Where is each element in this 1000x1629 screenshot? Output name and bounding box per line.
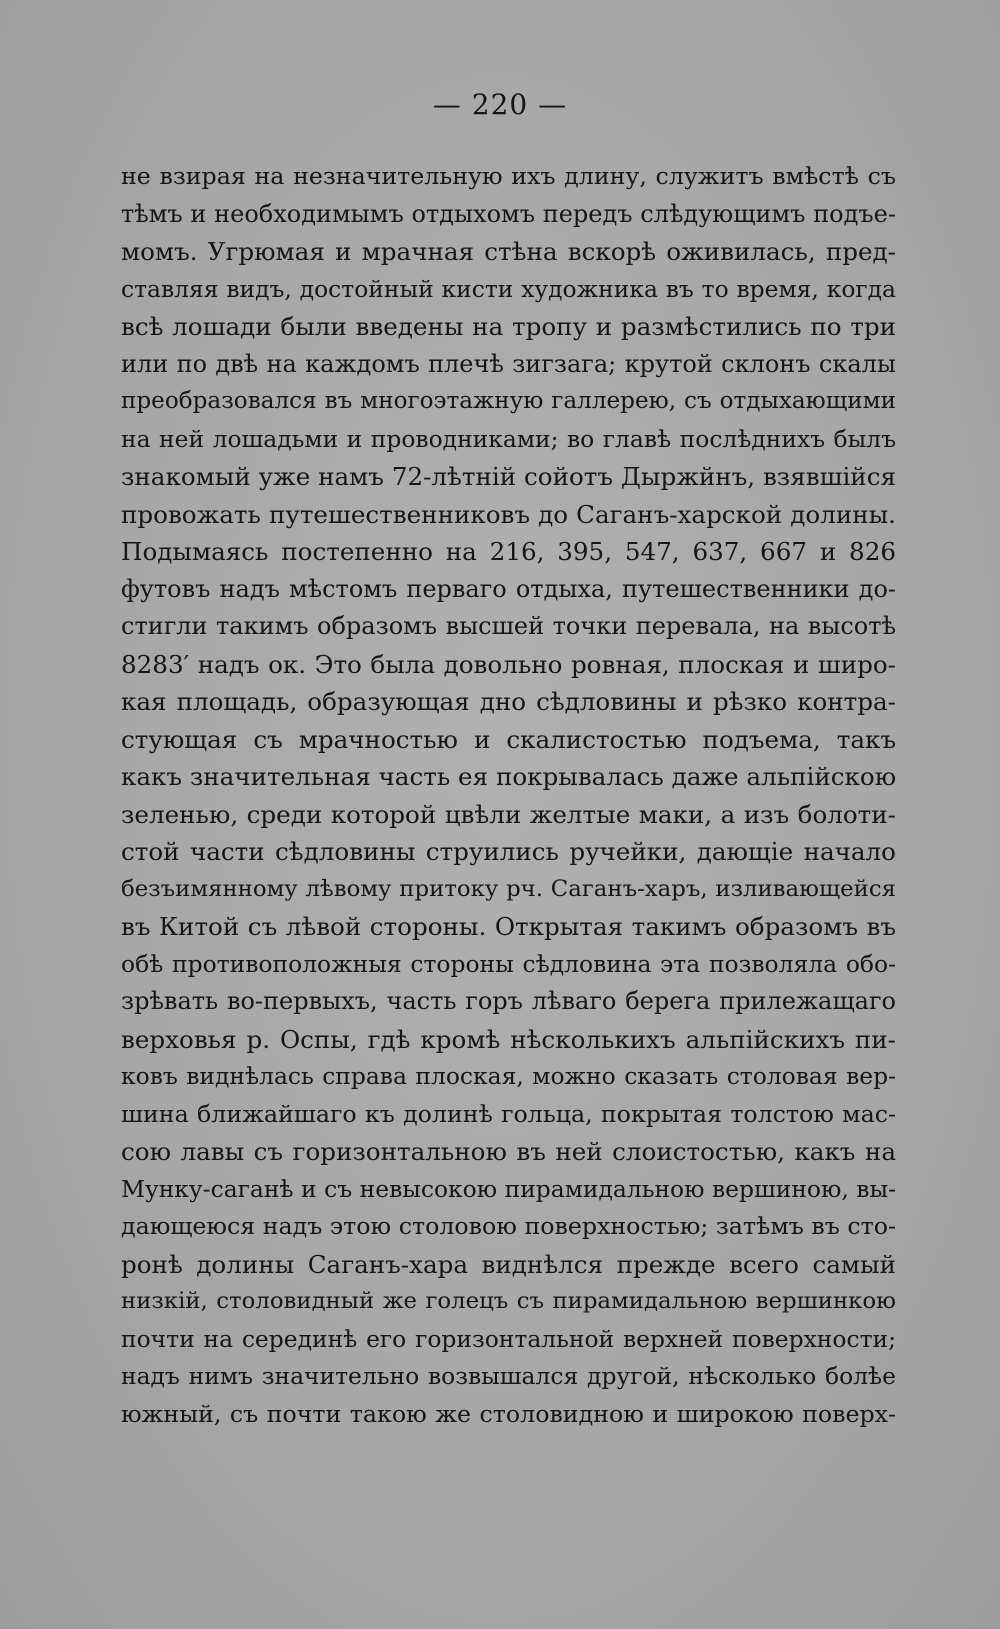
text-line: почти на серединѣ его горизонтальной верхней поверхности; xyxy=(121,1324,896,1353)
text-line: безъимянному лѣвому притоку рч. Саганъ-харъ, изливающейся xyxy=(121,875,896,902)
text-line: стой части сѣдловины струились ручейки, дающіе начало xyxy=(121,837,896,866)
text-line: надъ нимъ значительно возвышался другой, нѣсколько болѣе xyxy=(121,1362,896,1390)
text-line: всѣ лошади были введены на тропу и размѣстились по три xyxy=(121,312,896,341)
page-number: — 220 — xyxy=(432,88,568,121)
text-line: преобразовался въ многоэтажную галлерею, съ отдыхающими xyxy=(121,388,896,414)
text-line: 8283′ надъ ок. Это была довольно ровная, плоская и широ- xyxy=(121,649,896,679)
text-line: или по двѣ на каждомъ плечѣ зигзага; крутой склонъ скалы xyxy=(121,349,896,378)
text-line: Подымаясь постепенно на 216, 395, 547, 637, 667 и 826 xyxy=(121,537,896,566)
text-line: стующая съ мрачностью и скалистостью подъема, такъ xyxy=(121,724,896,754)
text-line: стигли такимъ образомъ высшей точки перевала, на высотѣ xyxy=(121,612,896,640)
text-line: низкій, столовидный же голецъ съ пирамидальною вершинкою xyxy=(121,1288,896,1314)
text-line: кая площадь, образующая дно сѣдловины и рѣзко контра- xyxy=(121,687,896,716)
text-line: ронѣ долины Саганъ-хара виднѣлся прежде всего самый xyxy=(121,1249,896,1279)
text-line: знакомый уже намъ 72-лѣтній сойотъ Дыржйнъ, взявшійся xyxy=(121,462,896,491)
text-line: тѣмъ и необходимымъ отдыхомъ передъ слѣдующимъ подъе- xyxy=(121,199,896,228)
text-line: Мунку-саганѣ и съ невысокою пирамидальною вершиною, вы- xyxy=(121,1174,896,1203)
text-line: момъ. Угрюмая и мрачная стѣна вскорѣ оживилась, пред- xyxy=(121,237,896,266)
text-line: провожать путешественниковъ до Саганъ-харской долины. xyxy=(121,499,896,529)
text-line: ставляя видъ, достойный кисти художника въ то время, когда xyxy=(121,274,896,303)
text-line: дающеюся надъ этою столовою поверхностью; затѣмъ въ сто- xyxy=(121,1212,896,1240)
text-line: на ней лошадьми и проводниками; во главѣ послѣднихъ былъ xyxy=(121,424,896,453)
text-line: верховья р. Оспы, гдѣ кромѣ нѣсколькихъ альпійскихъ пи- xyxy=(121,1024,896,1054)
text-line: обѣ противоположныя стороны сѣдловина эта позволяла обо- xyxy=(121,949,896,978)
body-text xyxy=(121,158,896,1433)
text-line: ковъ виднѣлась справа плоская, можно сказать столовая вер- xyxy=(121,1062,896,1090)
text-line: шина ближайшаго къ долинѣ гольца, покрытая толстою мас- xyxy=(121,1099,896,1128)
text-line: южный, съ почти такою же столовидною и широкою поверх- xyxy=(121,1399,896,1428)
text-line: какъ значительная часть ея покрывалась даже альпійскою xyxy=(121,762,897,791)
text-line: зрѣвать во-первыхъ, часть горъ лѣваго берега прилежащаго xyxy=(121,987,896,1015)
text-line: зеленью, среди которой цвѣли желтые маки, а изъ болоти- xyxy=(121,799,896,829)
text-line: футовъ надъ мѣстомъ перваго отдыха, путешественники до- xyxy=(121,574,896,603)
text-line: не взирая на незначительную ихъ длину, служитъ вмѣстѣ съ xyxy=(121,162,896,190)
text-line: сою лавы съ горизонтальною въ ней слоистостью, какъ на xyxy=(121,1137,896,1166)
text-line: въ Китой съ лѣвой стороны. Открытая такимъ образомъ въ xyxy=(121,912,896,941)
